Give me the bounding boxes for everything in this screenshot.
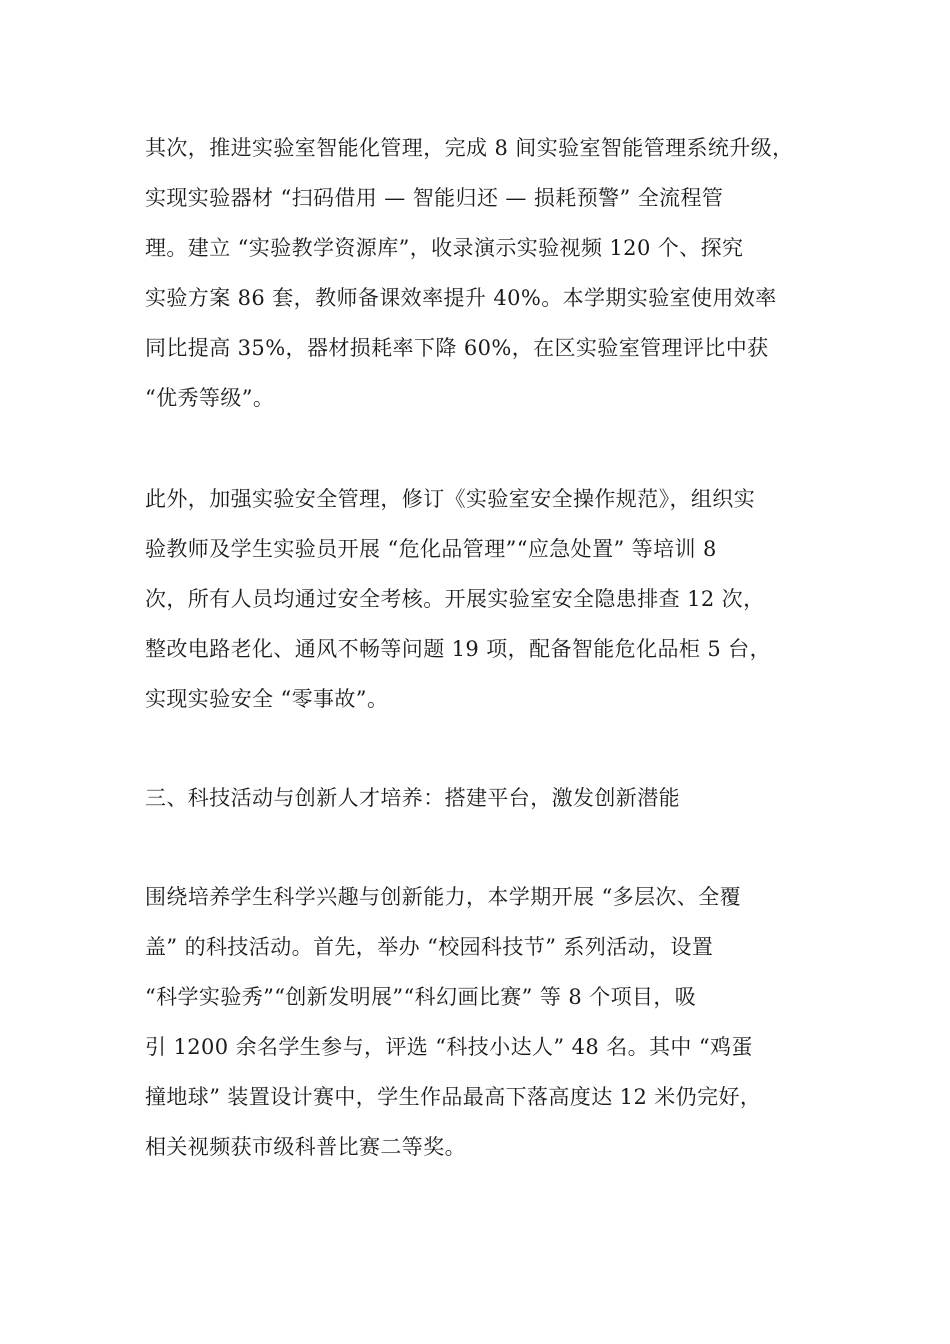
text-line: 相关视频获市级科普比赛二等奖。 bbox=[145, 1135, 466, 1159]
text-line: 理。建立 “实验教学资源库”，收录演示实验视频 120 个、探究 bbox=[145, 236, 744, 260]
paragraph-lab-safety-management bbox=[145, 474, 815, 724]
text-line: 实验方案 86 套，教师备课效率提升 40%。本学期实验室使用效率 bbox=[145, 286, 777, 310]
text-line: 实现实验器材 “扫码借用 — 智能归还 — 损耗预警” 全流程管 bbox=[145, 186, 724, 210]
paragraph-science-activities bbox=[145, 872, 815, 1172]
text-line: “优秀等级”。 bbox=[145, 386, 275, 410]
text-line: 验教师及学生实验员开展 “危化品管理”“应急处置” 等培训 8 bbox=[145, 537, 717, 561]
text-line: 整改电路老化、通风不畅等问题 19 项，配备智能危化品柜 5 台， bbox=[145, 637, 771, 661]
text-line: 引 1200 余名学生参与，评选 “科技小达人” 48 名。其中 “鸡蛋 bbox=[145, 1035, 753, 1059]
text-line: “科学实验秀”“创新发明展”“科幻画比赛” 等 8 个项目，吸 bbox=[145, 985, 697, 1009]
text-line: 盖” 的科技活动。首先，举办 “校园科技节” 系列活动，设置 bbox=[145, 935, 714, 959]
text-line: 实现实验安全 “零事故”。 bbox=[145, 687, 389, 711]
text-line: 此外，加强实验安全管理，修订《实验室安全操作规范》，组织实 bbox=[145, 487, 756, 511]
section-heading: 三、科技活动与创新人才培养：搭建平台，激发创新潜能 bbox=[145, 786, 680, 810]
text-line: 同比提高 35%，器材损耗率下降 60%，在区实验室管理评比中获 bbox=[145, 336, 769, 360]
text-line: 撞地球” 装置设计赛中，学生作品最高下落高度达 12 米仍完好， bbox=[145, 1085, 762, 1109]
paragraph-lab-smart-management bbox=[145, 123, 815, 423]
text-line: 其次，推进实验室智能化管理，完成 8 间实验室智能管理系统升级， bbox=[145, 136, 794, 160]
text-line: 围绕培养学生科学兴趣与创新能力，本学期开展 “多层次、全覆 bbox=[145, 885, 742, 909]
text-line: 次，所有人员均通过安全考核。开展实验室安全隐患排查 12 次， bbox=[145, 587, 765, 611]
